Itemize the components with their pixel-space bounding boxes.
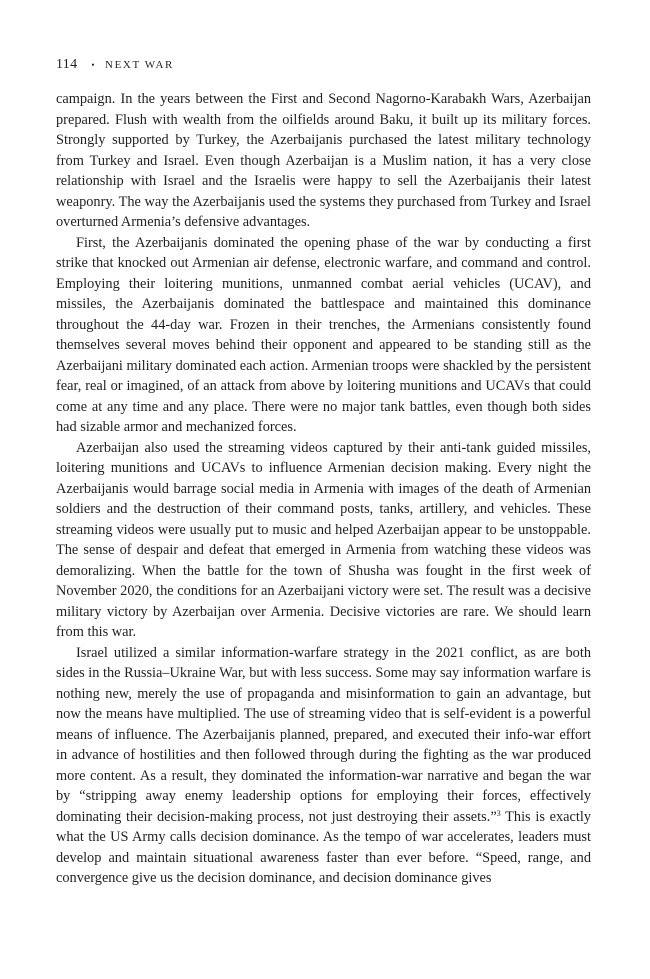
header-bullet-separator: • <box>91 60 96 70</box>
paragraph-streaming-videos: Azerbaijan also used the streaming videos captured by their anti-tank guided missiles, loitering munitions and UCAVs to influence Armenian decision making. Every night the Azerbaijanis would barrage social media in Armenia with images of the death of Armenian soldiers and the destruction of their command posts, tanks, artillery, and vehicles. These streaming videos were usually put to music and helped Azerbaijan appear to be unstoppable. The sense of despair and defeat that emerged in Armenia from watching these videos was demoralizing. When the battle for the town of Shusha was fought in the first week of November 2020, the conditions for an Azerbaijani victory were set. The result was a decisive military victory by Azerbaijan over Armenia. Decisive victories are rare. We should learn from this war. <box>56 439 591 640</box>
running-header <box>56 57 174 73</box>
running-title: NEXT WAR <box>105 59 174 71</box>
paragraph-text-before-note: Israel utilized a similar information-warfare strategy in the 2021 conflict, as are both sides in the Russia–Ukraine War, but with less success. Some may say information warfare is nothing new, merely the use of propaganda and misinformation to gain an advantage, but now the means have multiplied. The use of streaming video that is self-evident is a powerful means of influence. The Azerbaijanis planned, prepared, and executed their info-war effort in advance of hostilities and then followed through during the fighting as the war produced more content. As a result, they dominated the information-war narrative and began the war by “stripping away enemy leadership options for employing their forces, effectively dominating their decision-making process, not just destroying their assets.” <box>56 644 591 825</box>
footnote-reference: 3 <box>496 808 501 818</box>
paragraph-text-after-note: This is exactly what the US Army calls decision dominance. As the tempo of war accelerates, leaders must develop and maintain situational awareness faster than ever before. “Speed, range, and convergence give us the decision dominance, and decision dominance gives <box>56 808 592 886</box>
paragraph-first-strike: First, the Azerbaijanis dominated the opening phase of the war by conducting a first strike that knocked out Armenian air defense, electronic warfare, and command and control. Employing their loitering munitions, unmanned combat aerial vehicles (UCAV), and missiles, the Azerbaijanis dominated the battlespace and maintained this dominance throughout the 44-day war. Frozen in their trenches, the Armenians consistently found themselves several moves behind their opponent and appeared to be standing still as the Azerbaijani military dominated each action. Armenian troops were shackled by the persistent fear, real or imagined, of an attack from above by loitering munitions and UCAVs that could come at any time and any place. There were no major tank battles, even though both sides had sizable armor and mechanized forces. <box>56 234 591 435</box>
paragraph-continued: campaign. In the years between the First and Second Nagorno-Karabakh Wars, Azerbaijan prepared. Flush with wealth from the oilfields around Baku, it built up its military forces. Strongly supported by Turkey, the Azerbaijanis purchased the latest military technology from Turkey and Israel. Even though Azerbaijan is a Muslim nation, it has a very close relationship with Israel and the Israelis were happy to sell the Azerbaijanis their latest weaponry. The way the Azerbaijanis used the systems they purchased from Turkey and Israel overturned Armenia’s defensive advantages. <box>56 91 591 230</box>
paragraph-information-warfare <box>56 643 591 889</box>
page-number: 114 <box>56 57 78 72</box>
body-text <box>56 89 591 889</box>
